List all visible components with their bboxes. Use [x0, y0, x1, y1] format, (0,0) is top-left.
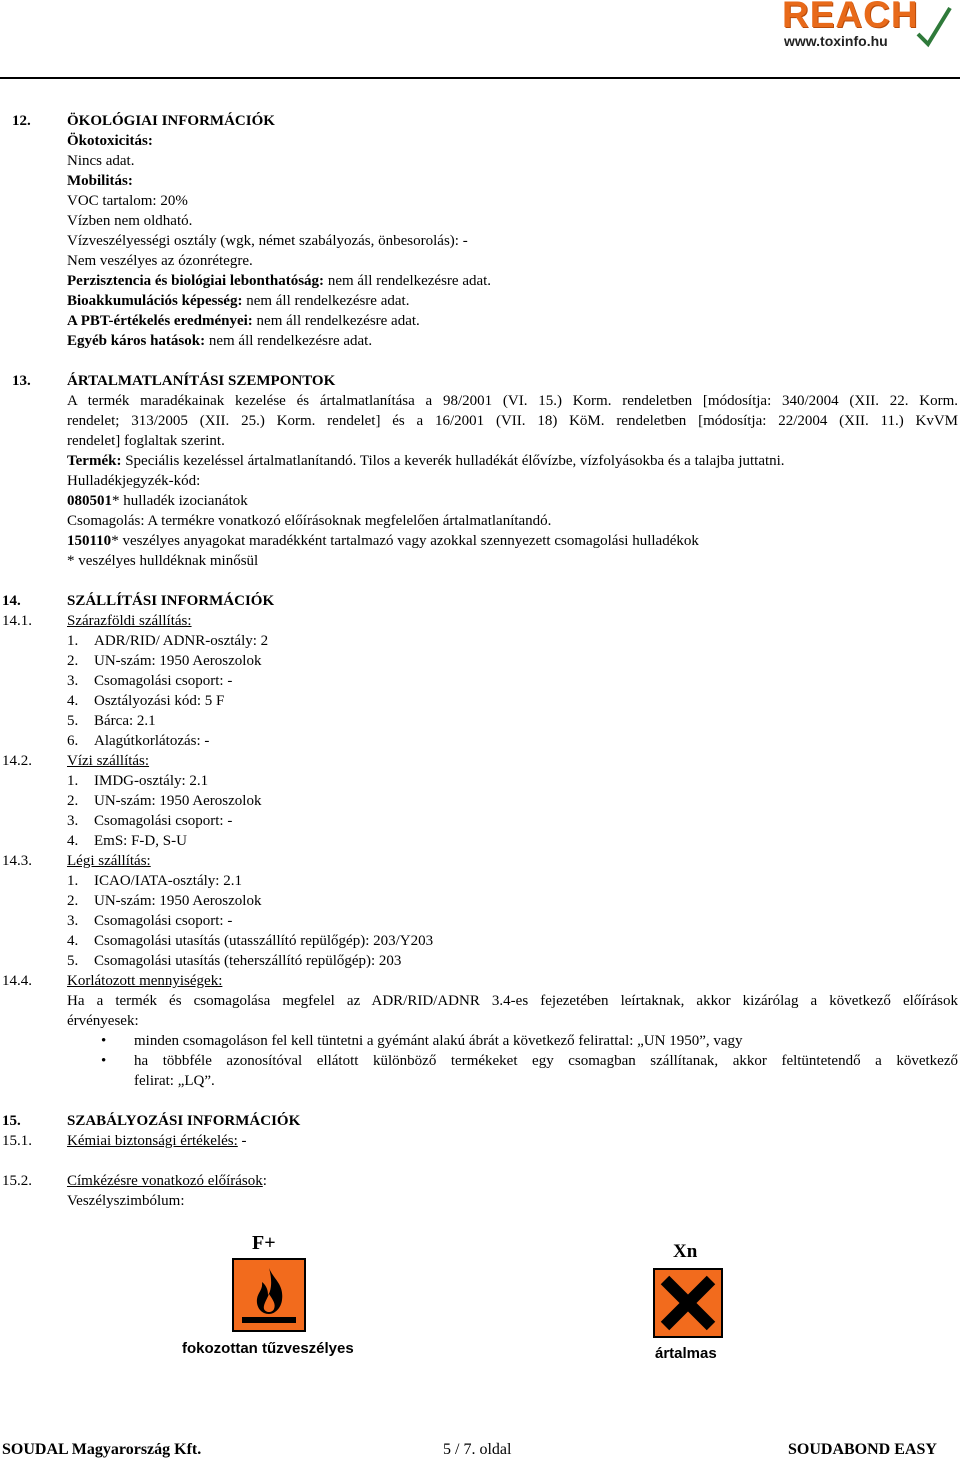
waste-code-1-text: * hulladék izocianátok — [112, 493, 248, 509]
list-number: 5. — [67, 953, 79, 969]
section-15-number: 15. — [2, 1113, 21, 1129]
air-item-3 — [67, 911, 232, 931]
hazard-symbol-label: Veszélyszimbólum: — [67, 1193, 185, 1209]
logo-url: www.toxinfo.hu — [784, 33, 888, 49]
limited-text-line1: Ha a termék és csomagolása megfelel az ADR/RID/ADNR 3.4-es fejezetében leírtaknak, akkor kizárólag a következő előírások — [67, 993, 958, 1009]
air-item-1 — [67, 871, 242, 891]
section-14-4-title: Korlátozott mennyiségek: — [67, 973, 223, 989]
section-15-title: SZABÁLYOZÁSI INFORMÁCIÓK — [67, 1113, 301, 1129]
other-effects-label: Egyéb káros hatások: — [67, 333, 206, 349]
list-text: UN-szám: 1950 Aeroszolok — [94, 653, 262, 669]
section-14-3-number: 14.3. — [2, 853, 32, 869]
water-item-3 — [67, 811, 232, 831]
list-number: 2. — [67, 893, 79, 909]
section-14-1-number: 14.1. — [2, 613, 32, 629]
waste-code-label: Hulladékjegyzék-kód: — [67, 473, 201, 489]
list-text: ADR/RID/ ADNR-osztály: 2 — [94, 633, 269, 649]
section-13-number: 13. — [12, 373, 31, 389]
section-15-1-title: Kémiai biztonsági értékelés: — [67, 1133, 238, 1149]
land-item-6 — [67, 731, 209, 751]
bioaccumulation-row — [67, 291, 409, 311]
section-14-4-number: 14.4. — [2, 973, 32, 989]
list-text: ICAO/IATA-osztály: 2.1 — [94, 873, 242, 889]
footer-page: 5 / 7. oldal — [443, 1441, 512, 1458]
persistence-row — [67, 271, 491, 291]
pbt-row — [67, 311, 420, 331]
bullet-2-text-line2: felirat: „LQ”. — [134, 1073, 215, 1089]
list-number: 6. — [67, 733, 79, 749]
revised-date: Felülvizsgálat időpontja: - — [8, 24, 176, 41]
list-text: Bárca: 2.1 — [94, 713, 156, 729]
water-item-2 — [67, 791, 261, 811]
prepared-date: Elkészítés időpontja: 2010. október 18. — [8, 3, 259, 20]
disposal-text-line3: rendelet] foglaltak szerint. — [67, 433, 225, 449]
waste-code-1 — [67, 491, 248, 511]
bioaccumulation-label: Bioakkumulációs képesség: — [67, 293, 243, 309]
list-text: Alagútkorlátozás: - — [94, 733, 210, 749]
disposal-text-line1: A termék maradékainak kezelése és ártalmatlanítása a 98/2001 (VI. 15.) Korm. rendeletben [módosítja: 340/2004 (XII. 22. Korm. — [67, 393, 958, 409]
waste-code-2-text: * veszélyes anyagokat maradékként tartalmazó vagy azokkal szennyezett csomagolási hulladékok — [111, 533, 699, 549]
bullet-icon: • — [101, 1053, 107, 1069]
harmful-cross-icon — [653, 1268, 723, 1338]
list-text: UN-szám: 1950 Aeroszolok — [94, 793, 262, 809]
sym1-code: F+ — [252, 1232, 276, 1254]
ozone-text: Nem veszélyes az ózonrétegre. — [67, 253, 253, 269]
sym1-label: fokozottan tűzveszélyes — [182, 1340, 354, 1357]
land-item-2 — [67, 651, 261, 671]
list-number: 3. — [67, 673, 79, 689]
section-12-title: ÖKOLÓGIAI INFORMÁCIÓK — [67, 113, 275, 129]
wgk-text: Vízveszélyességi osztály (wgk, német szabályozás, önbesorolás): - — [67, 233, 468, 249]
water-solubility: Vízben nem oldható. — [67, 213, 193, 229]
product-disposal-row — [67, 451, 785, 471]
list-text: UN-szám: 1950 Aeroszolok — [94, 893, 262, 909]
bioaccumulation-value: nem áll rendelkezésre adat. — [242, 293, 410, 309]
bullet-1-text: minden csomagoláson fel kell tüntetni a gyémánt alakú ábrát a következő felirattal: „UN 1950”, vagy — [134, 1033, 743, 1049]
list-number: 1. — [67, 633, 79, 649]
product-value: Speciális kezeléssel ártalmatlanítandó. Tilos a keverék hulladékát élővízbe, vízfolyásokba és a talajba juttatni. — [121, 453, 785, 469]
section-14-2-title: Vízi szállítás: — [67, 753, 150, 769]
air-item-5 — [67, 951, 401, 971]
pbt-value: nem áll rendelkezésre adat. — [252, 313, 420, 329]
land-item-4 — [67, 691, 224, 711]
section-15-1-value: - — [237, 1133, 247, 1149]
flame-icon — [232, 1258, 306, 1332]
bullet-2-text-line1: ha többféle azonosítóval ellátott különböző termékeket egy csomagban szállítanak, akkor feltüntetendő a következő — [134, 1053, 958, 1069]
section-14-3-title: Légi szállítás: — [67, 853, 151, 869]
site-url: http://www.biztonsagiadatlap.hu — [754, 52, 936, 67]
footer-product: SOUDABOND EASY — [788, 1441, 937, 1458]
list-number: 4. — [67, 693, 79, 709]
section-12-number: 12. — [12, 113, 31, 129]
list-text: IMDG-osztály: 2.1 — [94, 773, 209, 789]
list-text: Osztályozási kód: 5 F — [94, 693, 225, 709]
limited-text-line2: érvényesek: — [67, 1013, 139, 1029]
mobility-label: Mobilitás: — [67, 173, 133, 189]
logo-text: REACH — [782, 0, 919, 35]
bullet-icon: • — [101, 1033, 107, 1049]
list-text: Csomagolási utasítás (utasszállító repülőgép): 203/Y203 — [94, 933, 434, 949]
ecotox-value: Nincs adat. — [67, 153, 135, 169]
header-divider — [0, 77, 960, 79]
section-13-title: ÁRTALMATLANÍTÁSI SZEMPONTOK — [67, 373, 336, 389]
voc-text: VOC tartalom: 20% — [67, 193, 188, 209]
section-15-1-row — [67, 1131, 247, 1151]
waste-code-1-number: 080501 — [67, 493, 112, 509]
section-15-2-row — [67, 1171, 267, 1191]
other-effects-row — [67, 331, 372, 351]
list-text: EmS: F-D, S-U — [94, 833, 187, 849]
list-number: 4. — [67, 833, 79, 849]
sym2-code: Xn — [673, 1241, 698, 1262]
section-14-1-title: Szárazföldi szállítás: — [67, 613, 192, 629]
hazardous-note: * veszélyes hulldéknak minősül — [67, 553, 259, 569]
sym2-label: ártalmas — [655, 1345, 717, 1362]
air-item-4 — [67, 931, 433, 951]
list-text: Csomagolási csoport: - — [94, 673, 233, 689]
other-effects-value: nem áll rendelkezésre adat. — [205, 333, 373, 349]
section-15-2-colon: : — [262, 1173, 267, 1189]
section-15-2-number: 15.2. — [2, 1173, 32, 1189]
persistence-value: nem áll rendelkezésre adat. — [324, 273, 492, 289]
page-header — [0, 0, 960, 80]
section-15-1-number: 15.1. — [2, 1133, 32, 1149]
section-15-2-title: Címkézésre vonatkozó előírások — [67, 1173, 263, 1189]
waste-code-2 — [67, 531, 699, 551]
disposal-text-line2: rendelet; 313/2005 (XII. 25.) Korm. rendelet] és a 16/2001 (VII. 18) KöM. rendeletben [módosítja: 22/2004 (XII. 11.) KvVM — [67, 413, 958, 429]
list-number: 5. — [67, 713, 79, 729]
checkmark-icon — [916, 4, 952, 50]
list-number: 1. — [67, 773, 79, 789]
land-item-1 — [67, 631, 268, 651]
land-item-3 — [67, 671, 232, 691]
ecotox-label: Ökotoxicitás: — [67, 133, 153, 149]
list-number: 2. — [67, 793, 79, 809]
water-item-1 — [67, 771, 208, 791]
air-item-2 — [67, 891, 261, 911]
list-number: 4. — [67, 933, 79, 949]
section-14-number: 14. — [2, 593, 21, 609]
list-number: 3. — [67, 813, 79, 829]
land-item-5 — [67, 711, 156, 731]
product-label: Termék: — [67, 453, 122, 469]
section-14-2-number: 14.2. — [2, 753, 32, 769]
list-number: 3. — [67, 913, 79, 929]
water-item-4 — [67, 831, 187, 851]
list-number: 1. — [67, 873, 79, 889]
waste-code-2-number: 150110 — [67, 533, 112, 549]
list-text: Csomagolási csoport: - — [94, 913, 233, 929]
packaging-text: Csomagolás: A termékre vonatkozó előírásoknak megfelelően ártalmatlanítandó. — [67, 513, 552, 529]
list-text: Csomagolási utasítás (teherszállító repülőgép): 203 — [94, 953, 402, 969]
list-text: Csomagolási csoport: - — [94, 813, 233, 829]
persistence-label: Perzisztencia és biológiai lebonthatóság: — [67, 273, 325, 289]
list-number: 2. — [67, 653, 79, 669]
footer-company: SOUDAL Magyarország Kft. — [2, 1441, 202, 1458]
pbt-label: A PBT-értékelés eredményei: — [67, 313, 253, 329]
section-14-title: SZÁLLÍTÁSI INFORMÁCIÓK — [67, 593, 275, 609]
